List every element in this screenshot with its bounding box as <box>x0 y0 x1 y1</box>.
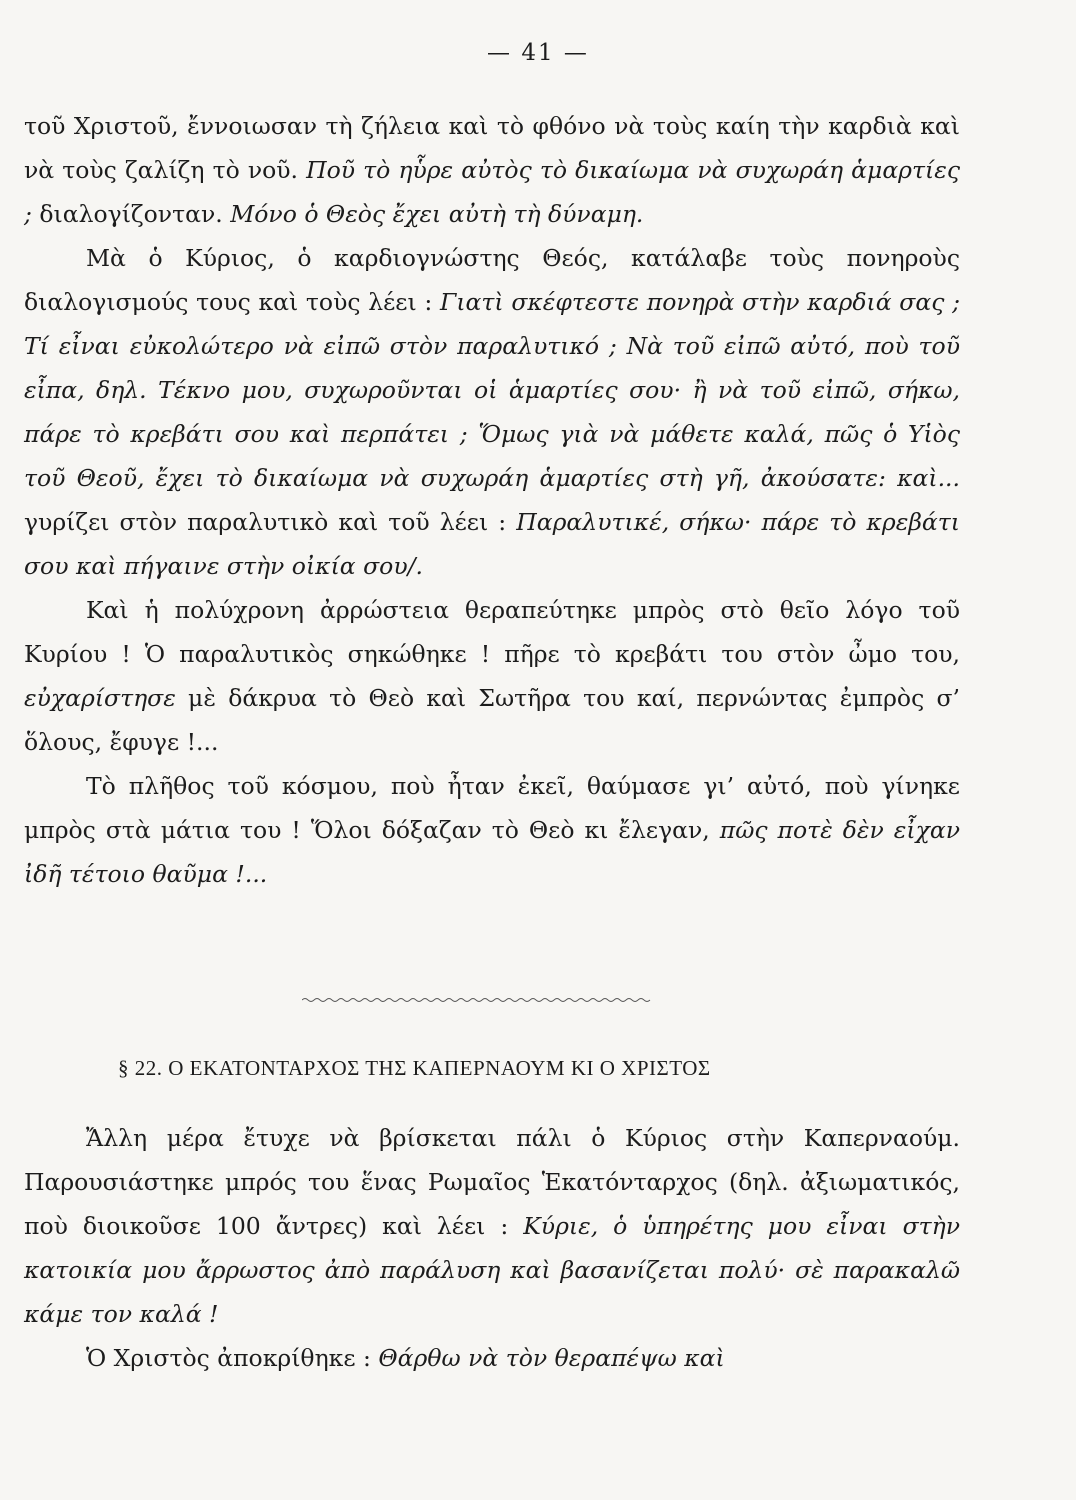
text-run: γυρίζει στὸν παραλυτικὸ καὶ τοῦ λέει : <box>24 508 517 536</box>
body-text-upper <box>24 104 960 896</box>
text-run: Ὁ Χριστὸς ἀποκρίθηκε : <box>86 1344 379 1372</box>
wavy-divider-icon <box>302 996 652 1004</box>
text-run: τοῦ Χριστοῦ, ἔννοιωσαν τὴ ζήλεια καὶ τὸ φθόνο νὰ τοὺς καίη τὴν καρδιὰ καὶ νὰ τοὺς ζαλίζη τὸ νοῦ. <box>24 112 960 184</box>
italic-quote: πῶς ποτὲ δὲν εἶχαν ἰδῆ τέτοιο θαῦμα !... <box>24 816 960 888</box>
paragraph-4 <box>24 764 960 896</box>
paragraph-1 <box>24 104 960 236</box>
italic-quote: Ποῦ τὸ ηὗρε αὐτὸς τὸ δικαίωμα νὰ συχωράη ἁμαρτίες ; <box>24 156 960 228</box>
paragraph-2 <box>24 236 960 588</box>
paragraph-5 <box>24 1116 960 1336</box>
paragraph-6 <box>24 1336 960 1380</box>
page-number: — 41 — <box>487 40 589 66</box>
italic-quote: Μόνο ὁ Θεὸς ἔχει αὐτὴ τὴ δύναμη. <box>230 200 644 228</box>
italic-emphasis: εὐχαρίστησε <box>24 684 176 712</box>
section-separator <box>302 996 652 1004</box>
text-run: Καὶ ἡ πολύχρονη ἀρρώστεια θεραπεύτηκε μπρὸς στὸ θεῖο λόγο τοῦ Κυρίου ! Ὁ παραλυτικὸς σηκώθηκε ! πῆρε τὸ κρεβάτι του στὸν ὦμο του, <box>24 596 960 668</box>
text-run: Τὸ πλῆθος τοῦ κόσμου, ποὺ ἦταν ἐκεῖ, θαύμασε γι’ αὐτό, ποὺ γίνηκε μπρὸς στὰ μάτια του ! Ὅλοι δόξαζαν τὸ Θεὸ κι ἔλεγαν, <box>24 772 960 844</box>
italic-quote: Γιατὶ σκέφτεστε πονηρὰ στὴν καρδιά σας ; Τί εἶναι εὐκολώτερο νὰ εἰπῶ στὸν παραλυτικό ; Νὰ τοῦ εἰπῶ αὐτό, ποὺ τοῦ εἶπα, δηλ. Τέκνο μου, συχωροῦνται οἱ ἁμαρτίες σου· ἢ νὰ τοῦ εἰπῶ, σήκω, πάρε τὸ κρεβάτι σου καὶ περπάτει ; Ὅμως γιὰ νὰ μάθετε καλά, πῶς ὁ Υἱὸς τοῦ Θεοῦ, ἔχει τὸ δικαίωμα νὰ συχωράη ἁμαρτίες στὴ γῆ, ἀκούσατε: καὶ... <box>24 288 960 492</box>
italic-quote: Θάρθω νὰ τὸν θεραπέψω καὶ <box>378 1344 725 1372</box>
text-run: διαλογίζονταν. <box>31 200 231 228</box>
italic-quote: Κύριε, ὁ ὑπηρέτης μου εἶναι στὴν κατοικία μου ἄρρωστος ἀπὸ παράλυση καὶ βασανίζεται πολύ· σὲ παρακαλῶ κάμε τον καλά ! <box>24 1212 960 1328</box>
text-run: μὲ δάκρυα τὸ Θεὸ καὶ Σωτῆρα του καί, περνώντας ἐμπρὸς σ’ ὅλους, ἔφυγε !... <box>24 684 960 756</box>
text-run: Μὰ ὁ Κύριος, ὁ καρδιογνώστης Θεός, κατάλαβε τοὺς πονηροὺς διαλογισμούς τους καὶ τοὺς λέει : <box>24 244 960 316</box>
italic-quote: Παραλυτικέ, σήκω· πάρε τὸ κρεβάτι σου καὶ πήγαινε στὴν οἰκία σου/. <box>24 508 961 580</box>
section-heading: § 22. Ο ΕΚΑΤΟΝΤΑΡΧΟΣ ΤΗΣ ΚΑΠΕΡΝΑΟΥΜ ΚΙ Ο ΧΡΙΣΤΟΣ <box>118 1056 711 1080</box>
paragraph-3 <box>24 588 960 764</box>
body-text-lower <box>24 1116 960 1380</box>
text-run: Ἄλλη μέρα ἔτυχε νὰ βρίσκεται πάλι ὁ Κύριος στὴν Καπερναούμ. Παρουσιάστηκε μπρός του ἕνας Ρωμαῖος Ἑκατόνταρχος (δηλ. ἀξιωματικός, ποὺ διοικοῦσε 100 ἄντρες) καὶ λέει : <box>24 1124 960 1240</box>
